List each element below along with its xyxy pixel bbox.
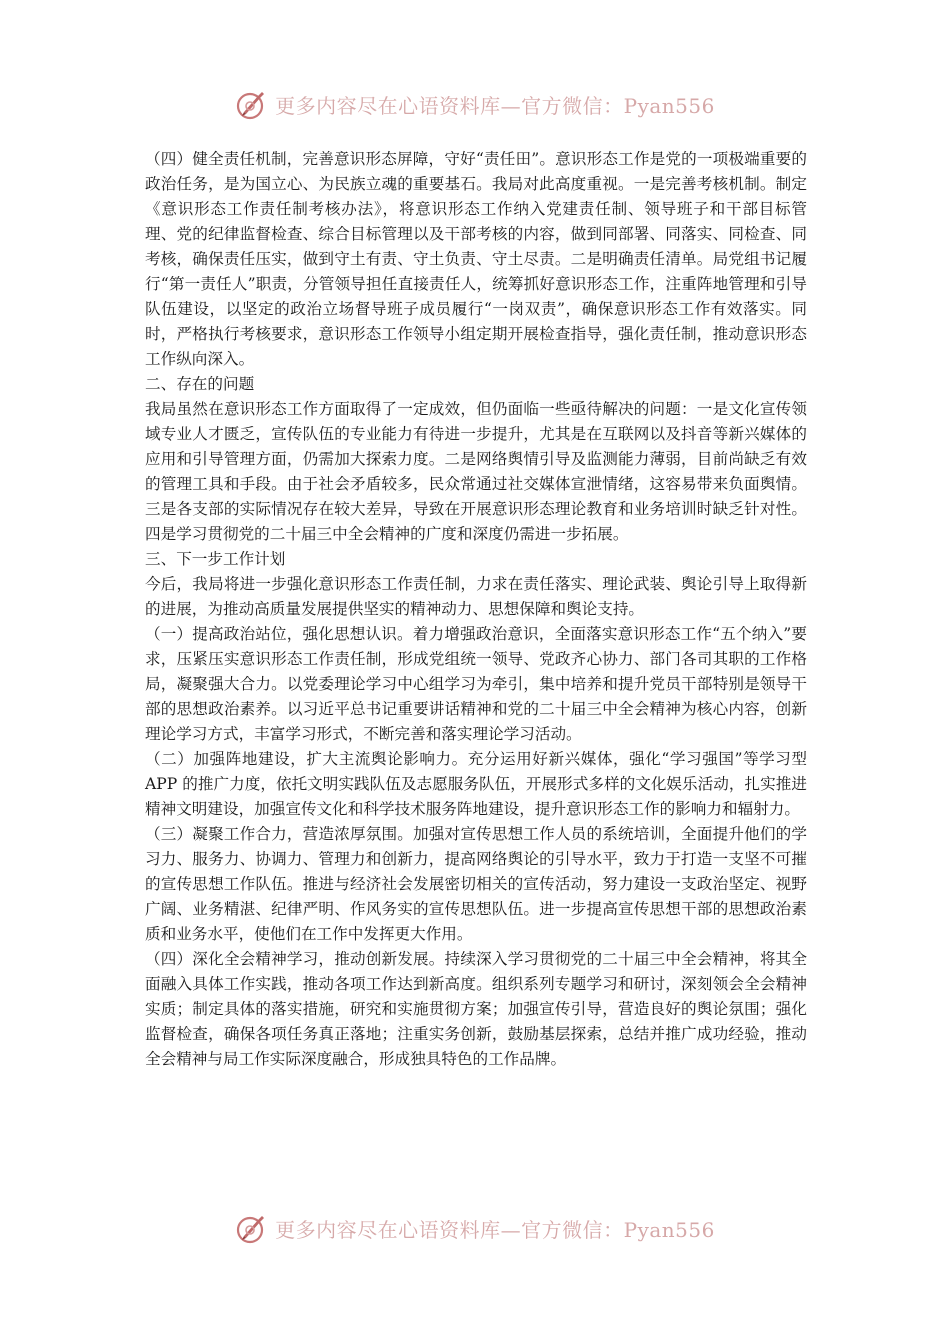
paragraph-next-plan-intro: 今后，我局将进一步强化意识形态工作责任制，力求在责任落实、理论武装、舆论引导上取得新的进展，为推动高质量发展提供坚实的精神动力、思想保障和舆论支持。 xyxy=(145,575,807,618)
watermark-text: 更多内容尽在心语资料库—官方微信：Pyan556 xyxy=(275,93,715,118)
heading-existing-problems: 二、存在的问题 xyxy=(145,375,255,393)
paragraph-plan-item-1: （一）提高政治站位，强化思想认识。着力增强政治意识，全面落实意识形态工作“五个纳入”要求，压紧压实意识形态工作责任制，形成党组统一领导、党政齐心协力、部门各司其职的工作格局，凝聚强大合力。以党委理论学习中心组学习为牵引，集中培养和提升党员干部特别是领导干部的思想政治素养。以习近平总书记重要讲话精神和党的二十届三中全会精神为核心内容，创新理论学习方式，丰富学习形式，不断完善和落实理论学习活动。 xyxy=(145,625,807,743)
paragraph-plan-item-2: （二）加强阵地建设，扩大主流舆论影响力。充分运用好新兴媒体，强化“学习强国”等学习型 APP 的推广力度，依托文明实践队伍及志愿服务队伍，开展形式多样的文化娱乐活动，扎实推进精神文明建设，加强宣传文化和科学技术服务阵地建设，提升意识形态工作的影响力和辐射力。 xyxy=(145,750,807,818)
pen-logo-icon xyxy=(235,87,269,121)
paragraph-responsibility-mechanism: （四）健全责任机制，完善意识形态屏障，守好“责任田”。意识形态工作是党的一项极端重要的政治任务，是为国立心、为民族立魂的重要基石。我局对此高度重视。一是完善考核机制。制定《意识形态工作责任制考核办法》，将意识形态工作纳入党建责任制、领导班子和干部目标管理、党的纪律监督检查、综合目标管理以及干部考核的内容，做到同部署、同落实、同检查、同考核，确保责任压实，做到守土有责、守土负责、守土尽责。二是明确责任清单。局党组书记履行“第一责任人”职责，分管领导担任直接责任人，统筹抓好意识形态工作，注重阵地管理和引导队伍建设，以坚定的政治立场督导班子成员履行“一岗双责”，确保意识形态工作有效落实。同时，严格执行考核要求，意识形态工作领导小组定期开展检查指导，强化责任制，推动意识形态工作纵向深入。 xyxy=(145,150,807,368)
pen-logo-icon xyxy=(235,1211,269,1245)
watermark-text: 更多内容尽在心语资料库—官方微信：Pyan556 xyxy=(275,1217,715,1242)
paragraph-plan-item-4: （四）深化全会精神学习，推动创新发展。持续深入学习贯彻党的二十届三中全会精神，将其全面融入具体工作实践，推动各项工作达到新高度。组织系列专题学习和研讨，深刻领会全会精神实质；制定具体的落实措施，研究和实施贯彻方案；加强宣传引导，营造良好的舆论氛围；强化监督检查，确保各项任务真正落地；注重实务创新，鼓励基层探索，总结并推广成功经验，推动全会精神与局工作实际深度融合，形成独具特色的工作品牌。 xyxy=(145,950,807,1068)
header-watermark xyxy=(0,84,950,124)
heading-next-work-plan: 三、下一步工作计划 xyxy=(145,550,286,568)
paragraph-existing-problems: 我局虽然在意识形态工作方面取得了一定成效，但仍面临一些亟待解决的问题：一是文化宣传领域专业人才匮乏，宣传队伍的专业能力有待进一步提升，尤其是在互联网以及抖音等新兴媒体的应用和引导管理方面，仍需加大探索力度。二是网络舆情引导及监测能力薄弱，目前尚缺乏有效的管理工具和手段。由于社会矛盾较多，民众常通过社交媒体宣泄情绪，这容易带来负面舆情。三是各支部的实际情况存在较大差异，导致在开展意识形态理论教育和业务培训时缺乏针对性。四是学习贯彻党的二十届三中全会精神的广度和深度仍需进一步拓展。 xyxy=(145,400,807,543)
paragraph-plan-item-3: （三）凝聚工作合力，营造浓厚氛围。加强对宣传思想工作人员的系统培训，全面提升他们的学习力、服务力、协调力、管理力和创新力，提高网络舆论的引导水平，致力于打造一支坚不可摧的宣传思想工作队伍。推进与经济社会发展密切相关的宣传活动，努力建设一支政治坚定、视野广阔、业务精湛、纪律严明、作风务实的宣传思想队伍。进一步提高宣传思想干部的思想政治素质和业务水平，使他们在工作中发挥更大作用。 xyxy=(145,825,807,943)
footer-watermark xyxy=(0,1208,950,1248)
document-body xyxy=(145,147,807,1072)
